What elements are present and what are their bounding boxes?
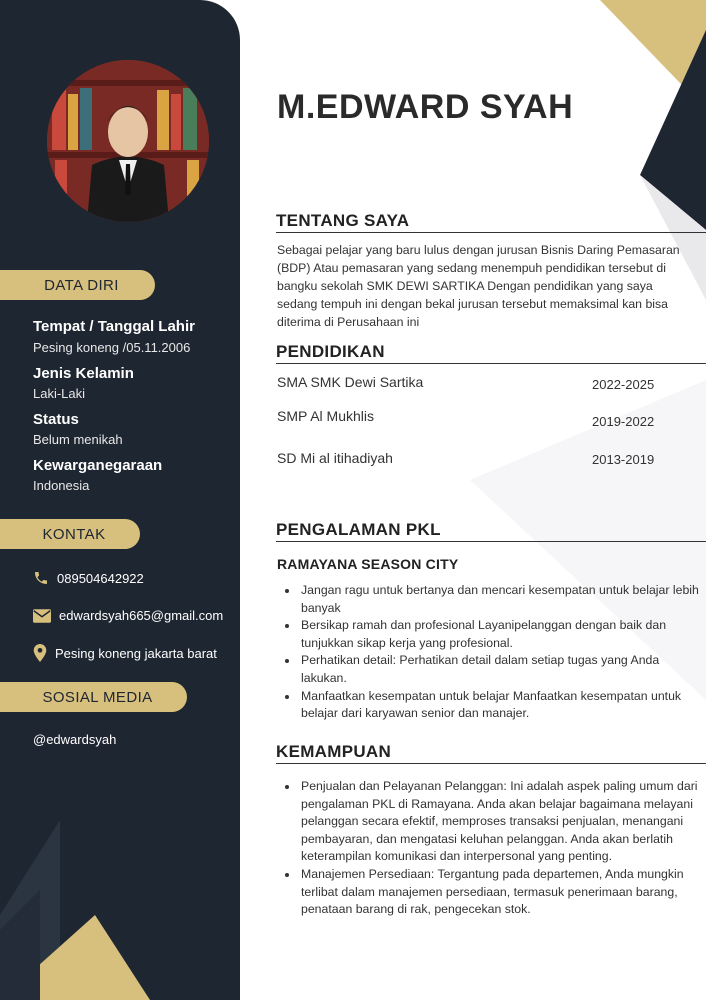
sosial-media-title: SOSIAL MEDIA [42,688,153,706]
phone-icon [33,570,49,586]
about-text: Sebagai pelajar yang baru lulus dengan jurusan Bisnis Daring Pemasaran (BDP) Atau pemasaran yang sedang menempuh pendidikan tersebut di bangku sekolah SMK DEWI SARTIKA Dengan pendidikan yang saya sedang tempuh ini dengan bekal jurusan tersebut memaksimal kan bisa diterima di Perusahaan ini [277,243,680,329]
contact-phone[interactable] [33,570,144,586]
pkl-company: RAMAYANA SEASON CITY [277,556,459,572]
field-label-citizenship: Kewarganegaraan [33,457,163,474]
list-item: • Penjualan dan Pelayanan Pelanggan: Ini adalah aspek paling umum dari pengalaman PKL di Ramayana. Anda akan belajar bagaimana melayani pelanggan secara efektif, memproses transaksi penjualan, menangani pembayaran, dan mengatasi keluhan pelanggan. Anda akan berlatih keterampilan komunikasi dan interpersonal yang penting. [299,778,699,866]
section-pill-data-diri [0,270,155,300]
education-years-1: 2022-2025 [592,377,655,392]
contact-address[interactable] [33,644,217,662]
data-diri-title: DATA DIRI [44,276,119,294]
education-school-3: SD Mi al itihadiyah [277,450,393,466]
contact-email[interactable] [33,608,223,623]
list-item: • Perhatikan detail: Perhatikan detail dalam setiap tugas yang Anda lakukan. [299,652,699,687]
profile-photo [47,60,209,222]
education-years-2: 2019-2022 [592,414,655,429]
sidebar-corner-decoration [0,820,240,1000]
field-value-status: Belum menikah [33,432,123,447]
section-pill-kontak [0,519,140,549]
mail-icon [33,609,51,623]
contact-phone-text: 089504642922 [57,570,144,586]
social-handle[interactable]: @edwardsyah [33,732,117,747]
list-item: • Jangan ragu untuk bertanya dan mencari kesempatan untuk belajar lebih banyak [299,582,699,617]
list-item: • Manfaatkan kesempatan untuk belajar Manfaatkan kesempatan untuk belajar dari karyawan senior dan manajer. [299,688,699,723]
field-value-birth: Pesing koneng /05.11.2006 [33,340,191,355]
list-item: • Manajemen Persediaan: Tergantung pada departemen, Anda mungkin terlibat dalam manajemen persediaan, termasuk penerimaan barang, penataan barang di rak, pengecekan stok. [299,866,699,919]
location-pin-icon [33,644,47,662]
section-pill-sosial-media [0,682,187,712]
pkl-list [285,582,699,723]
skills-list [285,778,699,919]
field-label-status: Status [33,411,79,428]
list-item: • Bersikap ramah dan profesional Layanipelanggan dengan baik dan tunjukkan sikap kerja yang profesional. [299,617,699,652]
education-title: PENDIDIKAN [276,342,706,364]
field-label-gender: Jenis Kelamin [33,365,134,382]
field-value-citizenship: Indonesia [33,478,90,493]
education-school-2: SMP Al Mukhlis [277,408,374,424]
field-value-gender: Laki-Laki [33,386,86,401]
contact-email-text: edwardsyah665@gmail.com [59,608,224,623]
kontak-title: KONTAK [42,525,106,543]
profile-name: M.EDWARD SYAH [277,88,574,126]
education-years-3: 2013-2019 [592,452,655,467]
pkl-title: PENGALAMAN PKL [276,520,706,542]
about-title: TENTANG SAYA [276,211,706,233]
education-school-1: SMA SMK Dewi Sartika [277,374,424,390]
skills-title: KEMAMPUAN [276,742,706,764]
contact-address-text: Pesing koneng jakarta barat [55,645,217,661]
field-label-birth: Tempat / Tanggal Lahir [33,318,195,335]
